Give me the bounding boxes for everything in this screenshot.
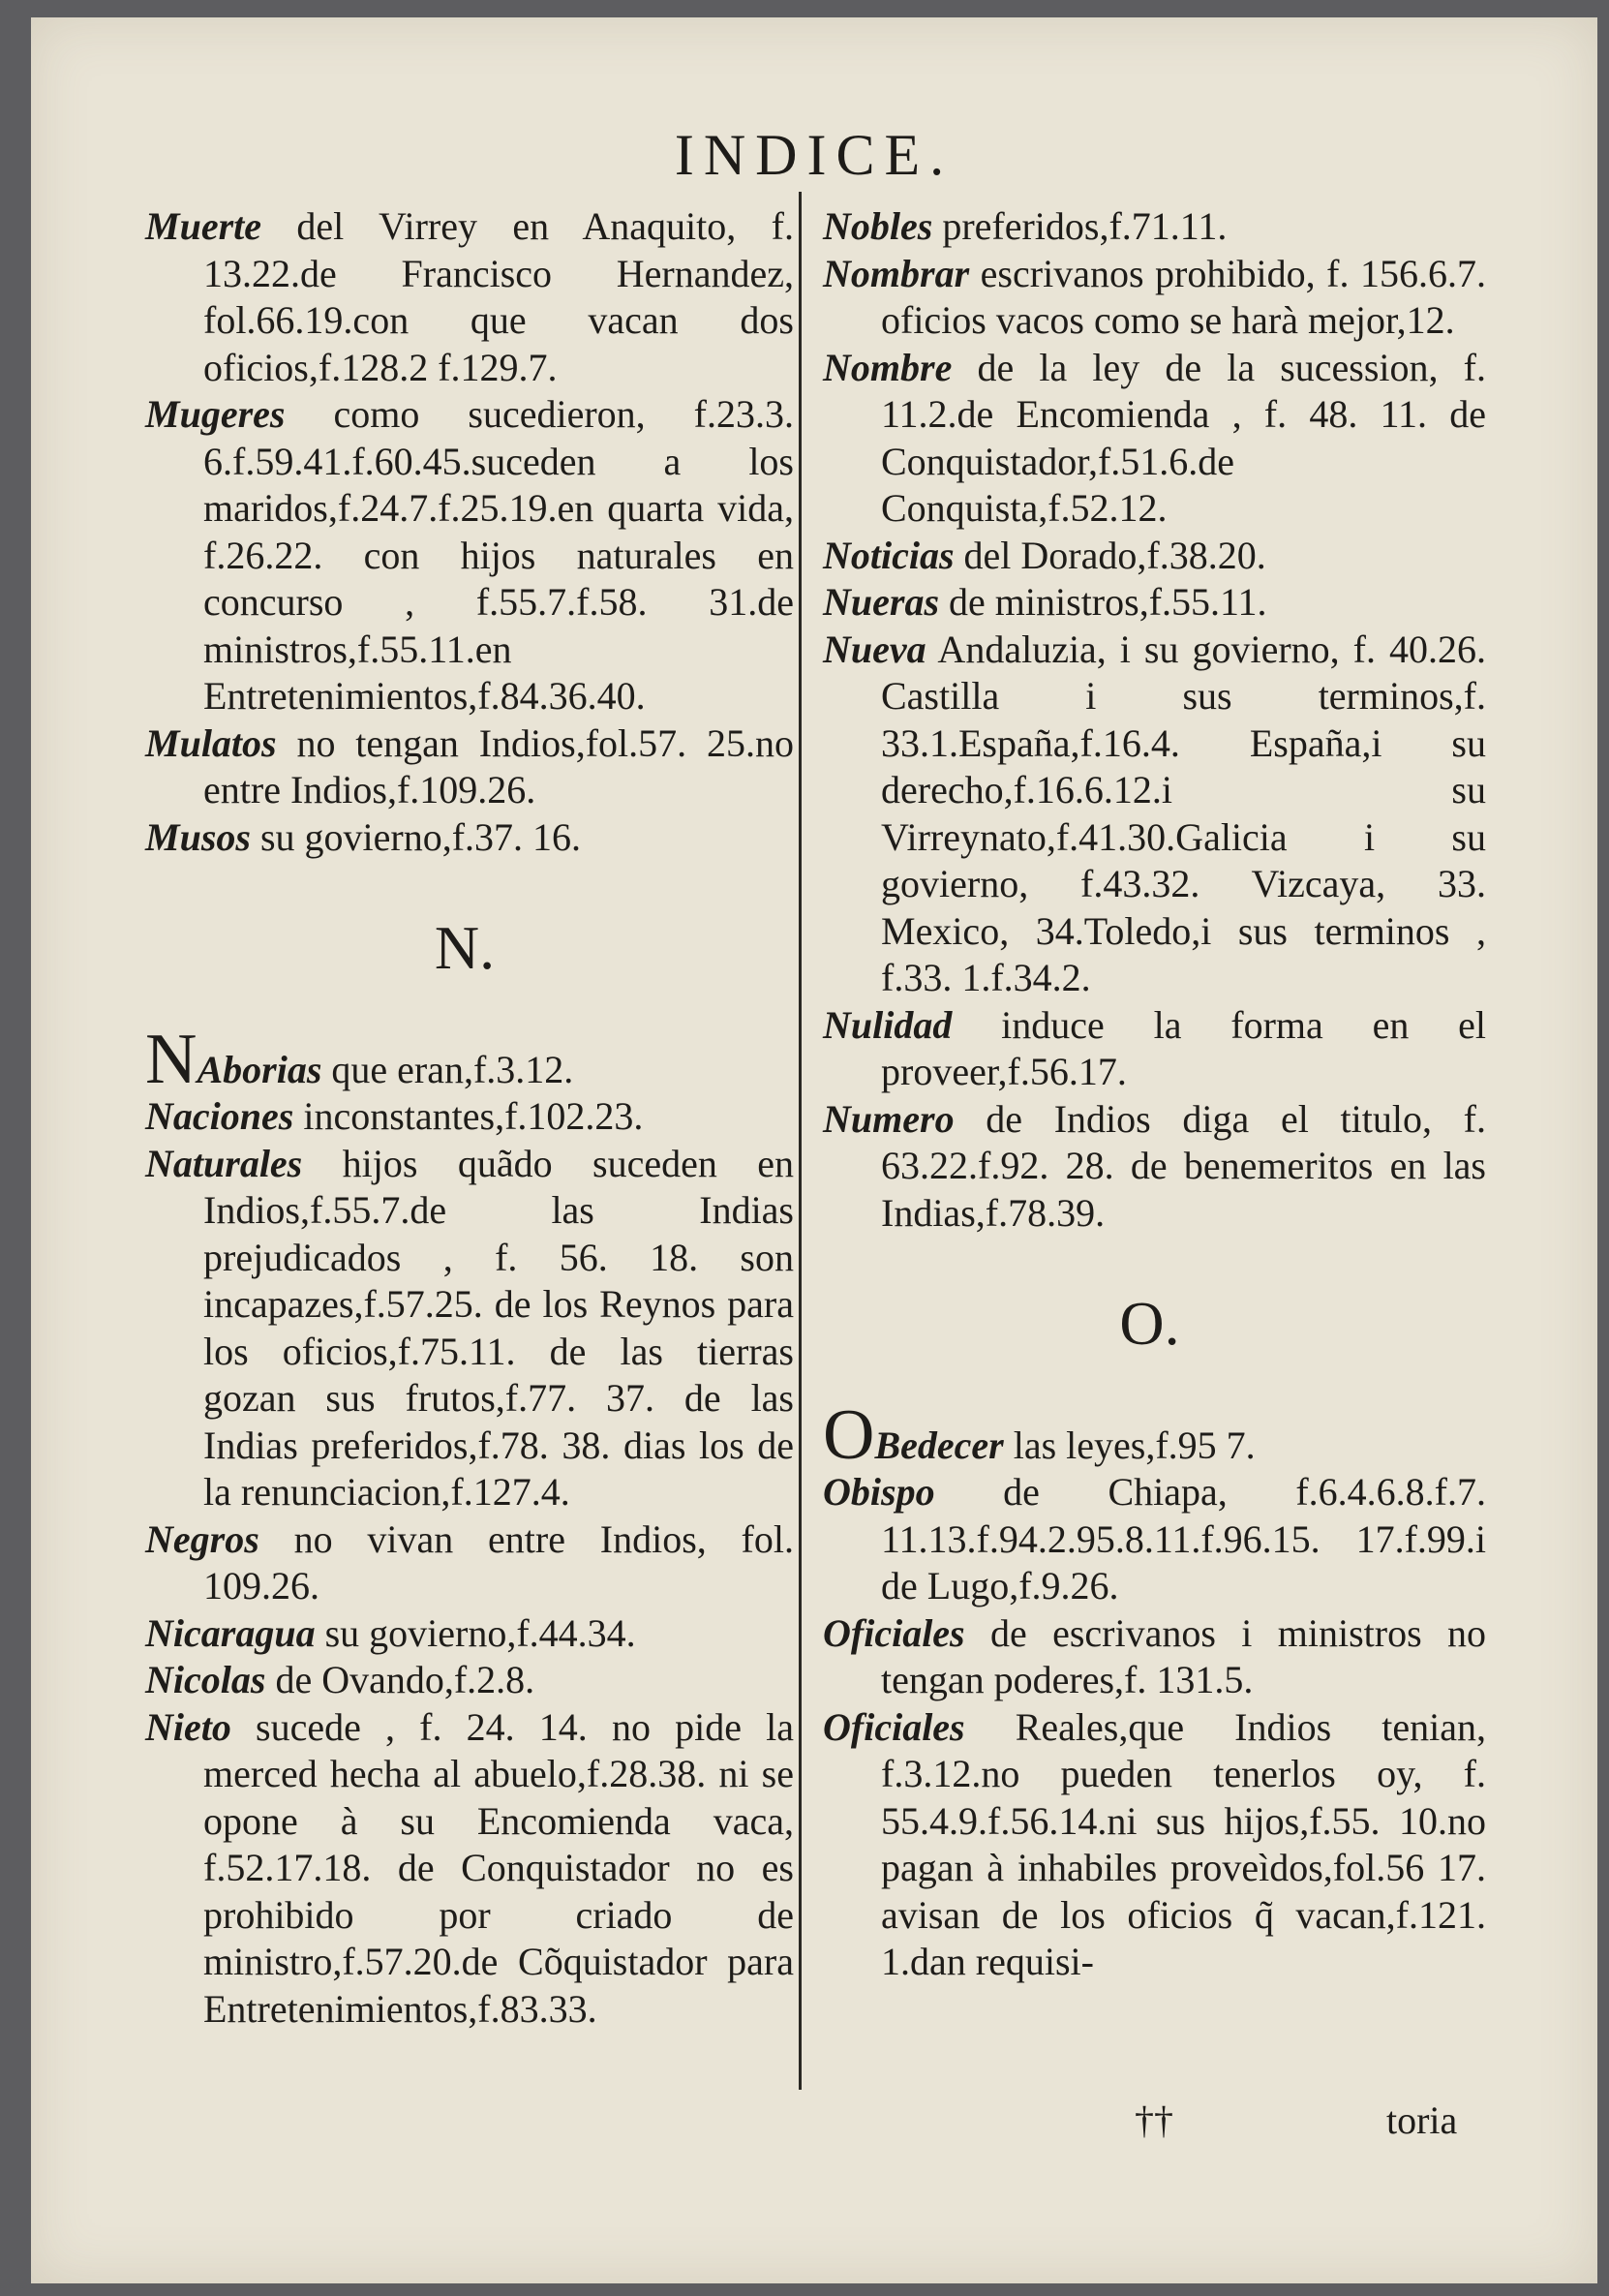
index-entry [136, 720, 794, 814]
entry-text: no vivan entre Indios, fol. 109.26. [203, 1516, 794, 1607]
entry-lemma: Nueras [823, 580, 940, 624]
index-entry [813, 203, 1486, 251]
entry-lemma: Nobles [823, 204, 933, 248]
entry-text: su govierno,f.37. 16. [250, 814, 582, 859]
entry-lemma: Bedecer [874, 1423, 1004, 1467]
right-entries [813, 203, 1486, 1237]
entry-lemma: Mugeres [145, 392, 286, 436]
entry-text: como sucedieron, f.23.3. 6.f.59.41.f.60.45.suceden a los maridos,f.24.7.f.25.19.en quarta vida, f.26.22. con hijos naturales en concurso , f.55.7.f.58. 31.de ministros,f.55.11.en Entretenimientos,f.84.36.40. [203, 392, 794, 718]
left-entries [136, 203, 794, 861]
index-entry [136, 1093, 794, 1141]
entry-lemma: Negros [145, 1516, 259, 1561]
section-letter-o: O. [1119, 1289, 1180, 1358]
index-entry [136, 1516, 794, 1610]
index-entry [813, 1096, 1486, 1238]
right-column [813, 203, 1486, 1986]
right-entries-o [813, 1394, 1486, 1986]
entry-text: de ministros,f.55.11. [939, 580, 1267, 624]
index-entry [813, 579, 1486, 627]
entry-lemma: Nueva [823, 627, 926, 671]
entry-text: de Indios diga el titulo, f. 63.22.f.92. 28. de benemeritos en las Indias,f.78.39. [881, 1096, 1486, 1235]
entry-lemma: Musos [145, 814, 251, 859]
entry-text: no tengan Indios,fol.57. 25.no entre Indios,f.109.26. [203, 720, 794, 811]
section-letter-n: N. [434, 913, 496, 982]
entry-lemma: Oficiales [823, 1704, 965, 1749]
index-entry [136, 203, 794, 391]
index-entry [136, 1019, 794, 1099]
left-entries-n [136, 1019, 794, 2034]
entry-text: que eran,f.3.12. [321, 1047, 574, 1091]
entry-lemma: Nicaragua [145, 1610, 316, 1655]
catchword: toria [1386, 2098, 1458, 2142]
entry-text: preferidos,f.71.11. [932, 204, 1228, 248]
entry-lemma: Nombre [823, 345, 953, 389]
signature-mark: †† [1135, 2098, 1173, 2142]
index-entry [136, 391, 794, 720]
entry-text: las leyes,f.95 7. [1003, 1423, 1256, 1467]
entry-lemma: Numero [823, 1096, 955, 1141]
index-entry [813, 1394, 1486, 1475]
entry-lemma: Nulidad [823, 1002, 953, 1047]
entry-text: Andaluzia, i su govierno, f. 40.26. Castilla i sus terminos,f. 33.1.España,f.16.4. España,i su derecho,f.16.6.12.i su Virreynato,f.41.30.Galicia i su govierno, f.43.32. Vizcaya, 33. Mexico, 34.Toledo,i sus terminos , f.33. 1.f.34.2. [881, 627, 1486, 999]
index-entry [813, 1469, 1486, 1610]
entry-text: de Chiapa, f.6.4.6.8.f.7. 11.13.f.94.2.95.8.11.f.96.15. 17.f.99.i de Lugo,f.9.26. [881, 1470, 1486, 1607]
entry-text: Reales,que Indios tenian, f.3.12.no pueden tenerlos oy, f. 55.4.9.f.56.14.ni sus hijos,f.55. 10.no pagan à inhabiles proveìdos,fol.56 17. avisan de los oficios q̃ vacan,f.121. 1.dan requisi- [881, 1704, 1486, 1983]
entry-text: de Ovando,f.2.8. [265, 1658, 535, 1701]
index-entry [813, 1610, 1486, 1704]
index-entry [136, 1610, 794, 1658]
index-entry [136, 814, 794, 862]
entry-text: inconstantes,f.102.23. [293, 1094, 644, 1138]
entry-text: de escrivanos i ministros no tengan poderes,f. 131.5. [881, 1610, 1486, 1701]
entry-text: hijos quãdo suceden en Indios,f.55.7.de las Indias prejudicados , f. 56. 18. son incapazes,f.57.25. de los Reynos para los oficios,f.75.11. de las tierras gozan sus frutos,f.77. 37. de las Indias preferidos,f.78. 38. dias los de la renunciacion,f.127.4. [203, 1141, 794, 1514]
index-entry [136, 1704, 794, 2034]
entry-lemma: Nicolas [145, 1658, 266, 1701]
entry-text: sucede , f. 24. 14. no pide la merced hecha al abuelo,f.28.38. ni se opone à su Encomienda vaca, f.52.17.18. de Conquistador no es prohibido por criado de ministro,f.57.20.de Cõquistador para Entretenimientos,f.83.33. [203, 1704, 794, 2031]
entry-text: escrivanos prohibido, f. 156.6.7. oficios vacos como se harà mejor,12. [881, 251, 1486, 342]
entry-lemma: Naturales [145, 1141, 303, 1185]
entry-lemma: Oficiales [823, 1610, 965, 1655]
index-entry [813, 627, 1486, 1002]
entry-lemma: Obispo [823, 1470, 935, 1514]
entry-text: del Dorado,f.38.20. [954, 533, 1266, 577]
entry-text: induce la forma en el proveer,f.56.17. [881, 1002, 1486, 1093]
entry-lemma: Noticias [823, 533, 955, 577]
index-entry [813, 251, 1486, 345]
index-entry [136, 1141, 794, 1516]
index-entry [813, 1704, 1486, 1986]
entry-lemma: Mulatos [145, 720, 277, 765]
drop-initial: O [823, 1394, 875, 1475]
index-entry [813, 345, 1486, 533]
entry-text: del Virrey en Anaquito, f. 13.22.de Francisco Hernandez, fol.66.19.con que vacan dos oficios,f.128.2 f.129.7. [203, 204, 794, 389]
book-page [31, 17, 1597, 2283]
entry-lemma: Nombrar [823, 251, 970, 295]
entry-text: su govierno,f.44.34. [315, 1610, 636, 1655]
index-entry [136, 1657, 794, 1704]
index-entry [813, 1002, 1486, 1096]
entry-lemma: Muerte [145, 204, 261, 248]
entry-lemma: Nieto [145, 1704, 231, 1749]
entry-lemma: Aborias [197, 1047, 322, 1091]
drop-initial: N [145, 1019, 197, 1099]
column-divider [799, 192, 802, 2090]
entry-lemma: Naciones [145, 1094, 294, 1138]
left-column [136, 203, 794, 2033]
entry-text: de la ley de la sucession, f. 11.2.de Encomienda , f. 48. 11. de Conquistador,f.51.6.de Conquista,f.52.12. [881, 345, 1486, 530]
index-entry [813, 533, 1486, 580]
page-header: INDICE. [674, 123, 955, 187]
